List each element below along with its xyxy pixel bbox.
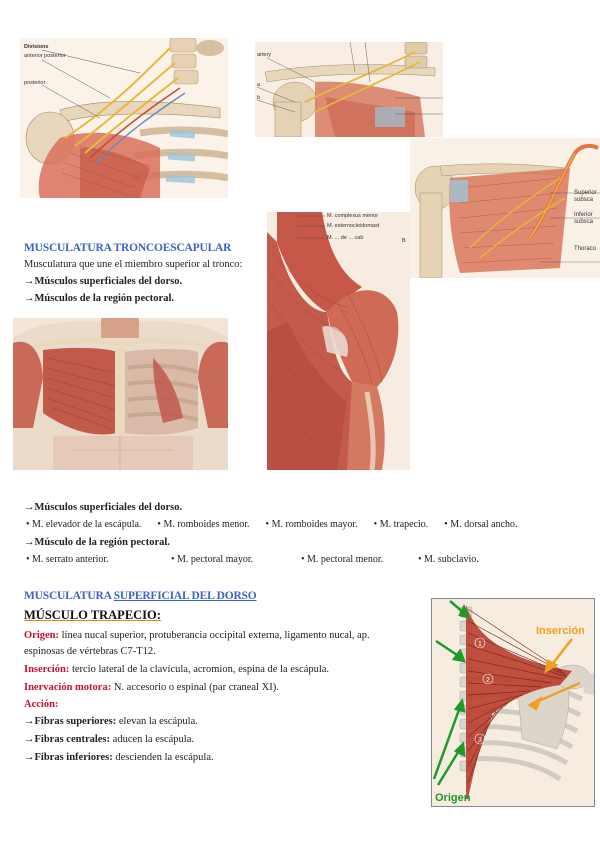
list-item: • M. trapecio.	[373, 519, 429, 530]
muscle-title-trapecio: MÚSCULO TRAPECIO:	[24, 608, 161, 622]
list-item-text: M. serrato anterior.	[32, 554, 109, 565]
fig5-label: B	[402, 238, 406, 244]
accion-item	[24, 716, 198, 727]
origen-text: línea nucal superior, protuberancia occipital externa, ligamento nucal, ap.	[59, 630, 370, 641]
list-item: • M. romboides mayor.	[265, 519, 358, 530]
fig3-label: subsca	[574, 197, 594, 203]
inervacion-line	[24, 682, 279, 693]
list-item-text: M. dorsal ancho.	[450, 519, 518, 530]
fiber-number: 3	[478, 737, 482, 744]
accion-item-label: Fibras superiores:	[34, 716, 117, 727]
section-intro: Musculatura que une el miembro superior al tronco:	[24, 259, 243, 270]
list-item: • M. dorsal ancho.	[444, 519, 518, 530]
shoulder-anatomy-figure-2	[255, 42, 443, 137]
insercion-text: tercio lateral de la clavícula, acromion, espina de la escápula.	[69, 664, 330, 675]
trapezius-diagram	[431, 598, 595, 807]
insercion-figure-label: Inserción	[536, 625, 585, 637]
arrow-icon: →	[24, 734, 35, 745]
dorso-list-title	[24, 502, 182, 513]
list-item: • M. elevador de la escápula.	[26, 519, 142, 530]
inervacion-text: N. accesorio o espinal (par craneal XI).	[111, 682, 279, 693]
origen-line	[24, 630, 370, 641]
list-item: • M. romboides menor.	[157, 519, 250, 530]
arrow-icon: →	[24, 752, 35, 763]
section-title-troncoescapular: MUSCULATURA TRONCOESCAPULAR	[24, 242, 232, 254]
fig2-label: a	[257, 82, 261, 88]
arrow-icon: →	[24, 537, 35, 548]
fig3-label: Thoraco	[574, 246, 597, 252]
thorax-muscles-figure	[13, 318, 228, 470]
accion-item-text: aducen la escápula.	[110, 734, 194, 745]
list-item-text: M. trapecio.	[379, 519, 429, 530]
accion-item-label: Fibras inferiores:	[34, 752, 113, 763]
accion-item-text: elevan la escápula.	[116, 716, 198, 727]
fiber-number: 1	[478, 641, 482, 648]
list-item: • M. subclavio.	[418, 554, 479, 565]
arrow-icon: →	[24, 293, 35, 304]
section1-item-text: Músculos de la región pectoral.	[34, 293, 175, 304]
fig1-label: anterior posterior	[24, 53, 66, 59]
list-item: • M. pectoral mayor.	[171, 554, 254, 565]
scapula-nerves-figure-3	[410, 138, 600, 278]
accion-item-label: Fibras centrales:	[34, 734, 111, 745]
arrow-icon: →	[24, 276, 35, 287]
fig3-label: Superior	[574, 190, 597, 196]
accion-item	[24, 734, 194, 745]
fig2-label: artery	[257, 52, 272, 58]
accion-line	[24, 699, 58, 710]
list-item: • M. serrato anterior.	[26, 554, 109, 565]
fig1-label: posterior	[24, 80, 46, 86]
origen-line-2: espinosas de vértebras C7-T12.	[24, 646, 156, 657]
list-item-text: M. subclavio.	[424, 554, 479, 565]
fig5-label: M. complexus menor	[327, 213, 379, 219]
section-title-superficial-dorso	[24, 590, 257, 602]
inervacion-label: Inervación motora:	[24, 682, 112, 693]
list-item-text: M. pectoral mayor.	[177, 554, 254, 565]
origen-figure-label: Origen	[435, 792, 471, 804]
accion-label: Acción:	[24, 699, 59, 710]
fig3-label: Inferior	[574, 212, 593, 218]
arrow-icon: →	[24, 716, 35, 727]
list-item-text: M. pectoral menor.	[307, 554, 384, 565]
brachial-plexus-figure-1	[20, 38, 228, 198]
pectoral-list-title-text: Músculo de la región pectoral.	[34, 537, 170, 548]
section2-title-prefix: MUSCULATURA	[24, 590, 114, 602]
origen-label: Origen:	[24, 630, 59, 641]
accion-item	[24, 752, 214, 763]
section1-item	[24, 276, 182, 287]
fig5-label: M. esternocleidomast	[327, 223, 380, 229]
arrow-icon: →	[24, 502, 35, 513]
fig5-label: M. ... de ... cab	[327, 235, 364, 241]
list-item: • M. pectoral menor.	[301, 554, 384, 565]
fig2-label: b	[257, 95, 261, 101]
dorso-list-title-text: Músculos superficiales del dorso.	[34, 502, 183, 513]
dorso-list	[26, 519, 518, 530]
pectoral-list-title	[24, 537, 170, 548]
section1-item-text: Músculos superficiales del dorso.	[34, 276, 183, 287]
posterior-shoulder-figure	[267, 212, 410, 470]
fig3-label: subsca	[574, 219, 594, 225]
list-item-text: M. elevador de la escápula.	[32, 519, 142, 530]
fiber-number: 2	[486, 677, 490, 684]
section2-title-underlined: SUPERFICIAL DEL DORSO	[113, 590, 257, 602]
section1-item	[24, 293, 174, 304]
list-item-text: M. romboides mayor.	[271, 519, 358, 530]
list-item-text: M. romboides menor.	[163, 519, 250, 530]
accion-item-text: descienden la escápula.	[112, 752, 214, 763]
insercion-label: Inserción:	[24, 664, 70, 675]
fig1-label: Divisions	[24, 44, 49, 50]
insercion-line	[24, 664, 329, 675]
